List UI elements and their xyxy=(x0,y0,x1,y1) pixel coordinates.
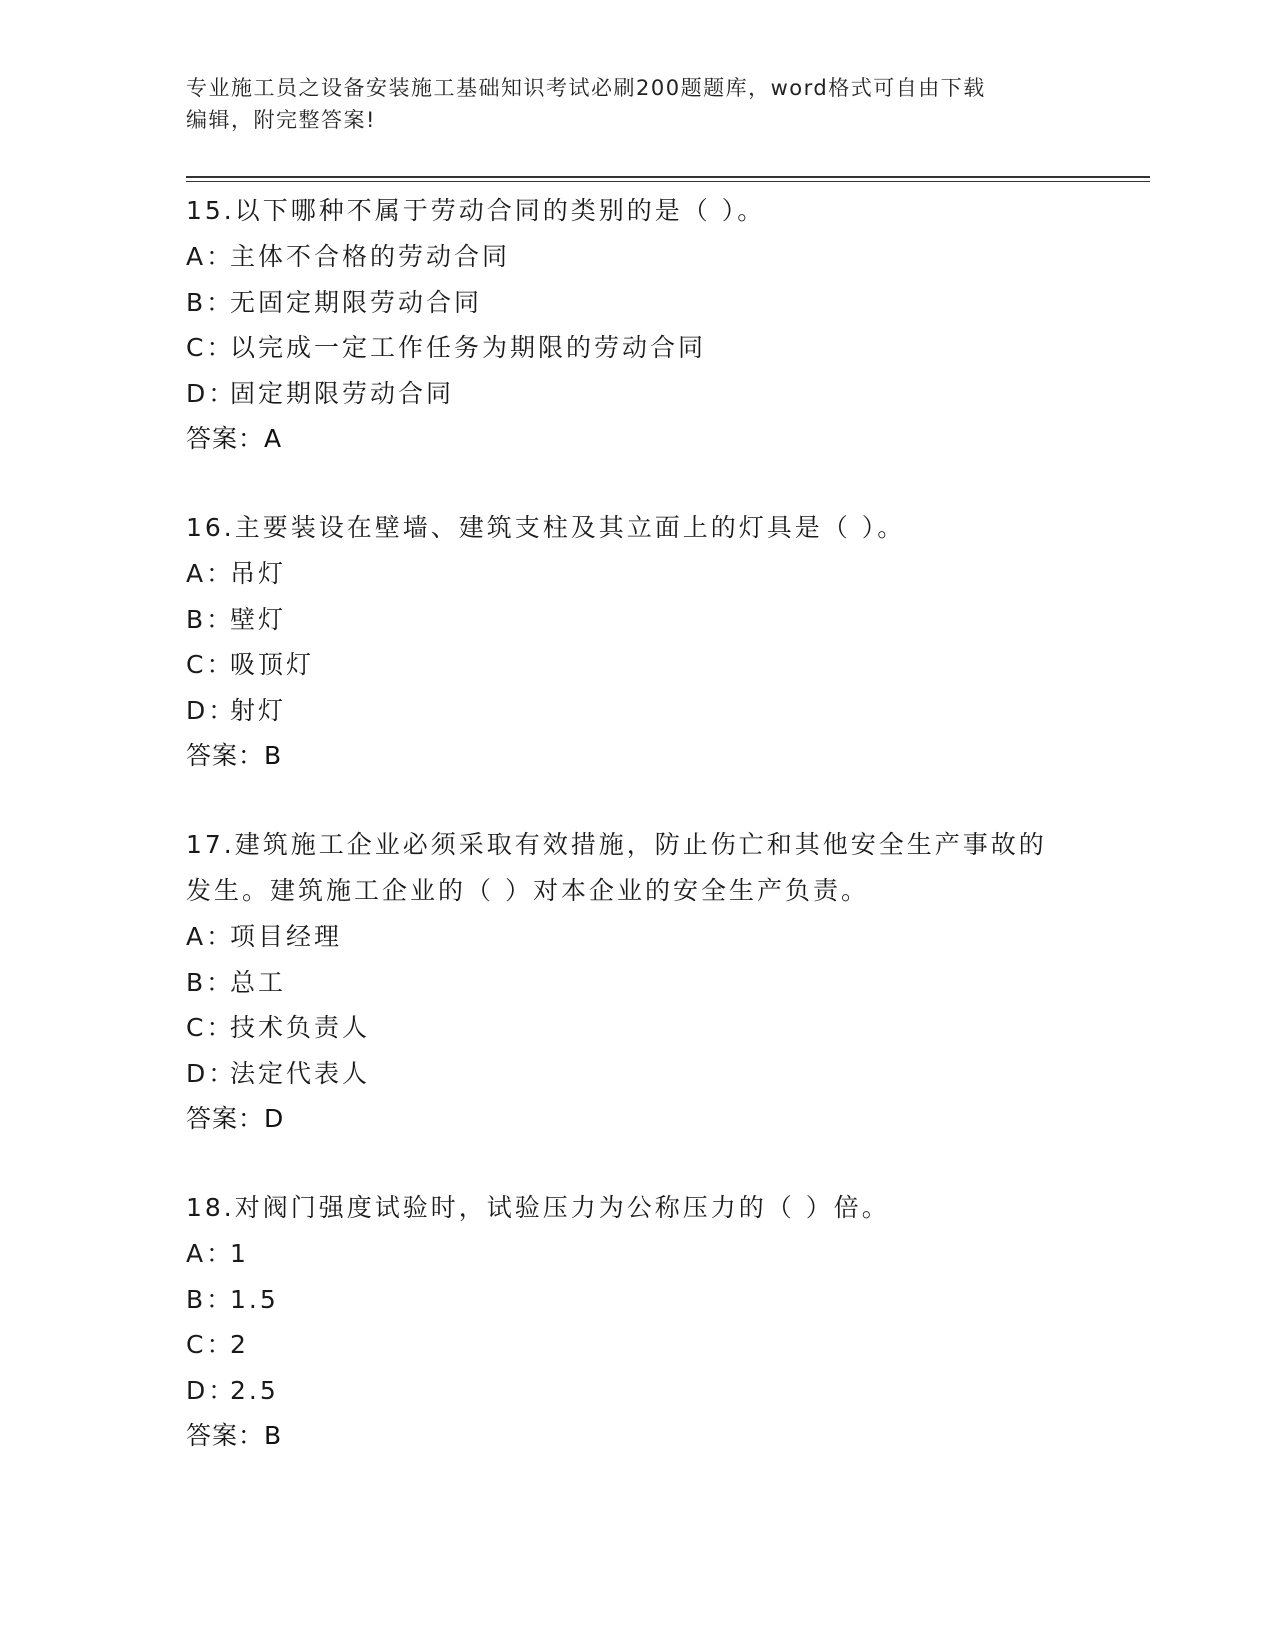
option-text: 2.5 xyxy=(230,1375,279,1405)
option-text: 以完成一定工作任务为期限的劳动合同 xyxy=(230,333,707,362)
option-a xyxy=(186,914,1086,960)
option-letter: D： xyxy=(186,378,237,408)
option-letter: B： xyxy=(186,604,235,634)
option-a xyxy=(186,234,1086,280)
question-number: 16. xyxy=(186,513,235,542)
option-letter: C： xyxy=(186,650,235,679)
option-text: 壁灯 xyxy=(230,604,287,634)
option-text: 总工 xyxy=(230,967,287,997)
option-text: 无固定期限劳动合同 xyxy=(230,287,483,317)
header-divider-thick xyxy=(186,176,1150,178)
option-letter: C： xyxy=(186,333,235,362)
option-d xyxy=(186,371,1086,417)
header-title-line-2: 编辑，附完整答案! xyxy=(186,108,376,132)
option-b xyxy=(186,280,1086,326)
option-text: 项目经理 xyxy=(230,922,343,951)
question-number: 15. xyxy=(186,196,235,225)
option-text: 吊灯 xyxy=(230,559,287,588)
option-letter: A： xyxy=(186,922,235,951)
option-letter: B： xyxy=(186,967,235,997)
option-text: 2 xyxy=(230,1330,249,1359)
option-a xyxy=(186,551,1086,597)
option-letter: B： xyxy=(186,287,235,317)
option-letter: A： xyxy=(186,1239,235,1268)
question-stem xyxy=(186,822,1086,868)
question-text-line: 发生。建筑施工企业的（ ）对本企业的安全生产负责。 xyxy=(186,876,869,905)
header-divider-thin xyxy=(186,181,1150,182)
question-stem xyxy=(186,505,1086,551)
answer-line xyxy=(186,1096,1086,1141)
option-letter: C： xyxy=(186,1330,235,1359)
answer-value: A xyxy=(264,424,283,453)
option-c xyxy=(186,642,1086,688)
option-letter: D： xyxy=(186,1058,237,1088)
option-text: 1.5 xyxy=(230,1284,279,1314)
option-d xyxy=(186,1051,1086,1097)
answer-line xyxy=(186,416,1086,461)
answer-label: 答案： xyxy=(186,1421,265,1450)
question-number: 17. xyxy=(186,830,235,859)
option-text: 1 xyxy=(230,1239,249,1268)
question-15 xyxy=(186,188,1086,461)
question-17 xyxy=(186,822,1086,1141)
option-c xyxy=(186,1322,1086,1368)
answer-value: D xyxy=(264,1104,285,1133)
question-number: 18. xyxy=(186,1193,235,1222)
option-d xyxy=(186,688,1086,734)
option-c xyxy=(186,1005,1086,1051)
answer-value: B xyxy=(264,1421,283,1450)
option-text: 技术负责人 xyxy=(230,1013,371,1042)
document-header xyxy=(186,72,1066,136)
option-d xyxy=(186,1368,1086,1414)
option-letter: B： xyxy=(186,1284,235,1314)
question-text-line: 以下哪种不属于劳动合同的类别的是（ ）。 xyxy=(234,196,766,225)
option-text: 法定代表人 xyxy=(230,1058,371,1088)
option-a xyxy=(186,1231,1086,1277)
question-text-line: 建筑施工企业必须采取有效措施，防止伤亡和其他安全生产事故的 xyxy=(234,830,1047,859)
option-text: 主体不合格的劳动合同 xyxy=(230,242,511,271)
answer-label: 答案： xyxy=(186,741,265,770)
option-b xyxy=(186,1277,1086,1323)
option-b xyxy=(186,597,1086,643)
answer-line xyxy=(186,733,1086,778)
question-text-line: 对阀门强度试验时，试验压力为公称压力的（ ）倍。 xyxy=(234,1193,890,1222)
answer-line xyxy=(186,1413,1086,1458)
option-c xyxy=(186,325,1086,371)
option-text: 固定期限劳动合同 xyxy=(230,378,455,408)
question-list xyxy=(186,188,1086,1502)
option-text: 吸顶灯 xyxy=(230,650,315,679)
question-stem xyxy=(186,188,1086,234)
question-16 xyxy=(186,505,1086,778)
option-letter: D： xyxy=(186,1375,237,1405)
option-b xyxy=(186,960,1086,1006)
option-letter: A： xyxy=(186,559,235,588)
header-title-line-1: 专业施工员之设备安装施工基础知识考试必刷200题题库，word格式可自由下载 xyxy=(186,76,986,100)
question-stem xyxy=(186,1185,1086,1231)
answer-label: 答案： xyxy=(186,424,265,453)
question-stem-continued xyxy=(186,868,1086,914)
option-letter: D： xyxy=(186,695,237,725)
answer-value: B xyxy=(264,741,283,770)
question-18 xyxy=(186,1185,1086,1458)
question-text-line: 主要装设在壁墙、建筑支柱及其立面上的灯具是（ ）。 xyxy=(234,513,906,542)
option-letter: A： xyxy=(186,242,235,271)
option-letter: C： xyxy=(186,1013,235,1042)
answer-label: 答案： xyxy=(186,1104,265,1133)
option-text: 射灯 xyxy=(230,695,287,725)
